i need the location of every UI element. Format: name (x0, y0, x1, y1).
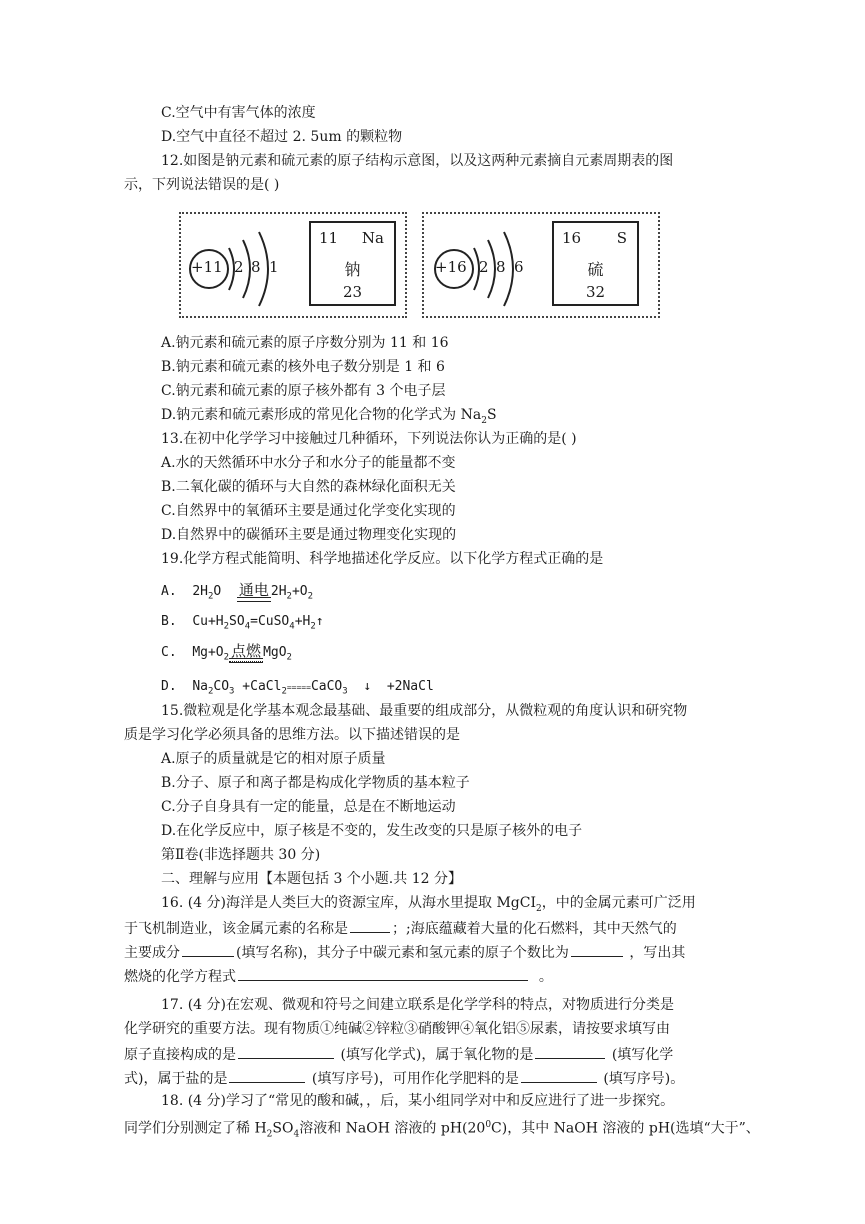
q19d-p4: CaCO (310, 679, 343, 694)
q17-l3-end: (填写化学 (611, 1047, 674, 1063)
q13-option-a: A.水的天然循环中水分子和水分子的能量都不变 (161, 455, 456, 471)
q19b-arrow: ↑ (315, 614, 324, 629)
q16-blank-equation[interactable] (238, 965, 528, 981)
q13-stem: 13.在初中化学学习中接触过几种循环，下列说法你认为正确的是( ) (161, 431, 577, 447)
q19a-sub: 2 (207, 591, 214, 602)
q19b-p3: =CuSO (250, 614, 290, 629)
q16-l1-sub: 2 (535, 903, 542, 914)
q16-blank-main-component[interactable] (182, 941, 234, 957)
q19a-right: 2H (270, 584, 287, 599)
q17-blank-atom[interactable] (238, 1043, 334, 1059)
q17-l3-mid: (填写化学式)，属于氧化物的是 (340, 1047, 534, 1063)
sodium-atomic-mass: 23 (342, 283, 363, 301)
q19d-s3: 2 (281, 686, 287, 697)
q16-l2-end: ；;海底蕴藏着大量的化石燃料，其中天然气的 (392, 921, 677, 937)
q19d-arrow: ↓ (363, 679, 372, 694)
q17-line1: 17. (4 分)在宏观、微观和符号之间建立联系是化学学科的特点，对物质进行分类是 (161, 997, 674, 1013)
q19-option-b (161, 612, 324, 637)
q19b-s4: 2 (310, 621, 316, 632)
q15-option-a: A.原子的质量就是它的相对原子质量 (161, 751, 386, 767)
q19b-s3: 4 (289, 621, 295, 632)
section-2-heading: 二、理解与应用【本题包括 3 个小题.共 12 分】 (161, 871, 462, 887)
q15-option-c: C.分子自身具有一定的能量，总是在不断地运动 (161, 799, 456, 815)
q19d-p3: +CaCl (234, 679, 282, 694)
q18-line2 (124, 1115, 760, 1144)
sodium-symbol: Na (361, 229, 384, 247)
q11-option-d: D.空气中直径不超过 2. 5um 的颗粒物 (161, 129, 403, 145)
q12-option-d (161, 405, 497, 431)
q19d-s4: 3 (342, 686, 348, 697)
q11-option-c: C.空气中有害气体的浓度 (161, 105, 316, 121)
q19d-s2: 3 (229, 686, 235, 697)
q19c-s2: 2 (286, 652, 292, 663)
sodium-name: 钠 (344, 260, 361, 279)
q18-l2-end: C)，其中 NaOH 溶液的 pH(选填“大于”、 (491, 1120, 760, 1137)
q16-l1-text: 16. (4 分)海洋是人类巨大的资源宝库，从海水里提取 MgCI (161, 895, 536, 911)
part-2-title: 第Ⅱ卷(非选择题共 30 分) (161, 847, 321, 863)
q16-blank-metal-name[interactable] (350, 917, 390, 933)
q12d-text: D.钠元素和硫元素形成的常见化合物的化学式为 Na (161, 407, 482, 423)
q16-l3-text: 主要成分 (124, 945, 180, 961)
q13-option-d: D.自然界中的碳循环主要是通过物理变化实现的 (161, 527, 457, 543)
q19c-left: Mg+O (192, 645, 224, 660)
sodium-shell-1: 2 (234, 258, 244, 276)
q19a-o2: +O (291, 584, 308, 599)
q12d-sub: 2 (481, 415, 487, 426)
sulfur-shell-3: 6 (514, 258, 524, 276)
sodium-nucleus: +11 (191, 258, 223, 276)
q12-stem-line2: 示，下列说法错误的是( ) (124, 177, 280, 193)
q17-l4-text: 式)，属于盐的是 (124, 1071, 228, 1087)
sulfur-symbol: S (616, 229, 627, 247)
sulfur-atomic-number: 16 (562, 229, 582, 247)
sulfur-periodic-tile (552, 221, 639, 306)
sulfur-nucleus: +16 (435, 258, 467, 276)
q19d-p1: Na (192, 679, 208, 694)
q19d-dash: ===== (286, 683, 311, 692)
q18-so: SO (272, 1120, 294, 1137)
sulfur-atomic-mass: 32 (585, 283, 606, 301)
sodium-periodic-tile (309, 221, 396, 306)
q19-stem: 19.化学方程式能简明、科学地描述化学反应。以下化学方程式正确的是 (161, 551, 604, 567)
q19a-sub2: 2 (286, 591, 292, 602)
q16-line4 (124, 965, 553, 987)
q18-sub-4: 4 (293, 1129, 300, 1140)
q19d-s1: 2 (207, 686, 214, 697)
q15-stem-line1: 15.微粒观是化学基本观念最基础、最重要的组成部分，从微粒观的角度认识和研究物 (161, 703, 688, 719)
q12d-end: S (486, 407, 497, 423)
q19d-label: D. (161, 679, 177, 694)
q19c-condition: 点燃 (231, 642, 262, 660)
q15-stem-line2: 质是学习化学必须具备的思维方法。以下描述错误的是 (124, 727, 460, 743)
sulfur-figure (422, 212, 660, 318)
q16-l3-mid: (填写名称)，其分子中碳元素和氢元素的原子个数比为 (236, 945, 569, 961)
sodium-shell-2: 8 (251, 258, 261, 276)
q19a-sub3: 2 (307, 591, 314, 602)
q17-blank-fertilizer[interactable] (521, 1067, 597, 1083)
q19c-s1: 2 (223, 652, 230, 663)
q19c-right: MgO (263, 645, 287, 660)
q17-l4-end: (填写序号)。 (603, 1071, 685, 1087)
q16-l4-text: 燃烧的化学方程式 (124, 969, 236, 985)
q18-l2-mid: 溶液和 NaOH 溶液的 pH(20 (299, 1120, 486, 1137)
q19b-s2: 4 (244, 621, 251, 632)
q19b-p1: Cu+H (192, 614, 224, 629)
sodium-atomic-number: 11 (319, 229, 339, 247)
sodium-figure (179, 212, 407, 318)
q17-l3-text: 原子直接构成的是 (124, 1047, 236, 1063)
q12-option-b: B.钠元素和硫元素的核外电子数分别是 1 和 6 (161, 359, 445, 375)
q16-l2-text: 于飞机制造业，该金属元素的名称是 (124, 921, 348, 937)
sulfur-name: 硫 (587, 260, 604, 279)
q12-stem-line1: 12.如图是钠元素和硫元素的原子结构示意图，以及这两种元素摘自元素周期表的图 (161, 153, 674, 169)
q18-sub-2: 2 (266, 1129, 273, 1140)
q19c-label: C. (161, 645, 177, 660)
q19-option-d (161, 677, 434, 702)
q19a-label: A. (161, 584, 177, 599)
q19-option-a (161, 580, 313, 607)
sulfur-shell-2: 8 (496, 258, 506, 276)
q15-option-b: B.分子、原子和离子都是构成化学物质的基本粒子 (161, 775, 470, 791)
sodium-shell-3: 1 (269, 258, 279, 276)
q13-option-b: B.二氧化碳的循环与大自然的森林绿化面积无关 (161, 479, 456, 495)
q17-l4-mid: (填写序号)，可用作化学肥料的是 (311, 1071, 519, 1087)
q17-blank-salt[interactable] (229, 1067, 305, 1083)
q19b-label: B. (161, 614, 177, 629)
sulfur-shell-1: 2 (479, 258, 489, 276)
q19d-p5: +2NaCl (386, 679, 434, 694)
q17-line3 (124, 1043, 673, 1065)
q19b-s1: 2 (223, 621, 230, 632)
q17-line4 (124, 1067, 684, 1089)
q15-option-d: D.在化学反应中，原子核是不变的，发生改变的只是原子核外的电子 (161, 823, 583, 839)
q16-l4-end: 。 (538, 969, 553, 985)
q19-option-c (161, 641, 292, 668)
q19b-p2: SO (229, 614, 245, 629)
q17-line2: 化学研究的重要方法。现有物质①纯碱②锌粒③硝酸钾④氧化铝⑤尿素，请按要求填写由 (124, 1021, 670, 1037)
q13-option-c: C.自然界中的氧循环主要是通过化学变化实现的 (161, 503, 456, 519)
q19b-p4: +H (294, 614, 311, 629)
q19a-o: O (213, 584, 222, 599)
q19a-condition: 通电 (238, 581, 269, 599)
q16-line2 (124, 917, 677, 939)
q18-l2-text: 同学们分别测定了稀 H (124, 1120, 267, 1137)
q16-blank-ratio[interactable] (571, 941, 623, 957)
q17-blank-oxide[interactable] (535, 1043, 605, 1059)
q16-l1-end: ，中的金属元素可广泛用 (541, 895, 696, 911)
q18-degree: 0 (485, 1120, 492, 1130)
q12-option-c: C.钠元素和硫元素的原子核外都有 3 个电子层 (161, 383, 446, 399)
q19a-left: 2H (192, 584, 208, 599)
q18-line1: 18. (4 分)学习了“常见的酸和碱，，后，某小组同学对中和反应进行了进一步探究。 (161, 1093, 675, 1109)
q16-l3-end: ，写出其 (629, 945, 686, 961)
q19d-p2: CO (213, 679, 230, 694)
q12-option-a: A.钠元素和硫元素的原子序数分别为 11 和 16 (161, 335, 449, 351)
q16-line1 (161, 893, 696, 919)
q16-line3 (124, 941, 685, 963)
